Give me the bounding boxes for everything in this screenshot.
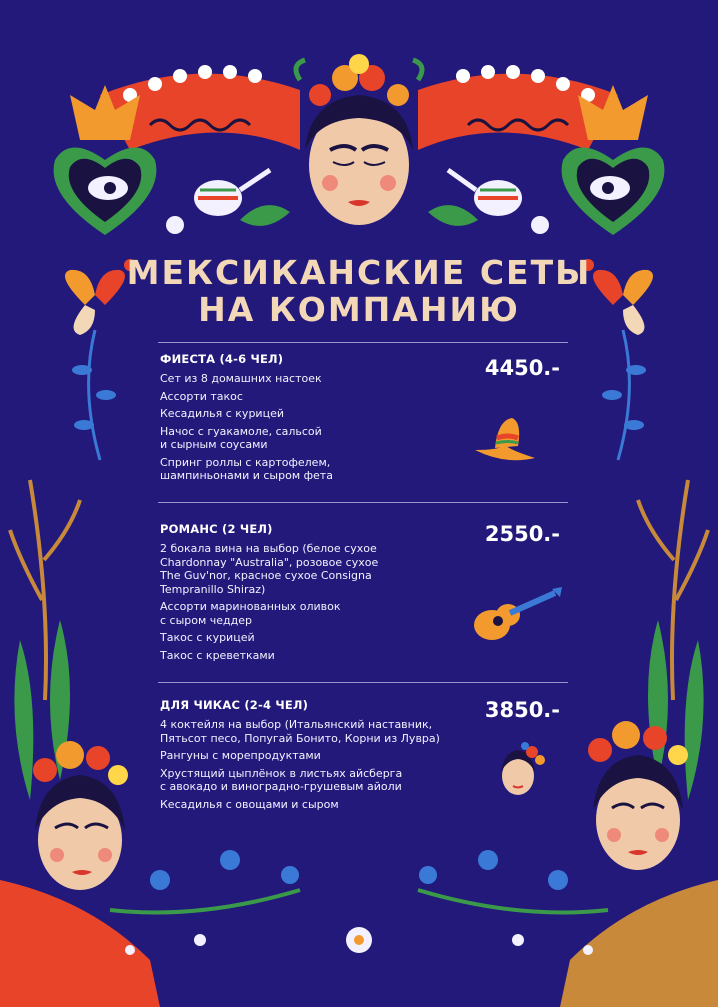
list-item: 2 бокала вина на выбор (белое сухое Chardonnay "Australia", розовое сухое The Guv'nor, красное сухое Consigna Tempranillo Shiraz) bbox=[160, 542, 379, 596]
list-item: Кесадилья с овощами и сыром bbox=[160, 797, 339, 811]
list-item: Кесадилья с курицей bbox=[160, 407, 284, 420]
list-item: Такос с креветками bbox=[160, 648, 275, 662]
list-item: Сет из 8 домашних настоек bbox=[160, 372, 322, 385]
section-price: 4450.- bbox=[484, 356, 560, 380]
section-heading: ДЛЯ ЧИКАС (2-4 ЧЕЛ) bbox=[160, 698, 309, 712]
list-item: Ассорти такос bbox=[160, 389, 243, 403]
list-item: Такос с курицей bbox=[160, 631, 255, 644]
section-divider bbox=[158, 342, 568, 343]
section-heading: РОМАНС (2 ЧЕЛ) bbox=[160, 522, 273, 536]
list-item: Спринг роллы с картофелем, шампиньонами и сыром фета bbox=[160, 455, 333, 482]
guitar-icon bbox=[470, 585, 565, 645]
frida-face-icon bbox=[0, 741, 160, 1007]
list-item: 4 коктейля на выбор (Итальянский наставник, Пятьсот песо, Попугай Бонито, Корни из Лувра) bbox=[160, 718, 440, 745]
section-price: 3850.- bbox=[484, 698, 560, 722]
section-divider bbox=[158, 502, 568, 503]
frida-face-icon bbox=[492, 738, 552, 800]
menu-title-line-2: НА КОМПАНИЮ bbox=[198, 290, 520, 329]
list-item: Начос с гуакамоле, сальсой и сырным соусами bbox=[160, 424, 322, 451]
list-item: Рангуны с морепродуктами bbox=[160, 749, 321, 762]
sombrero-icon bbox=[470, 410, 540, 470]
frida-face-icon bbox=[296, 54, 422, 225]
section-heading: ФИЕСТА (4-6 ЧЕЛ) bbox=[160, 352, 284, 366]
section-price: 2550.- bbox=[484, 522, 560, 546]
menu-title-line-1: МЕКСИКАНСКИЕ СЕТЫ bbox=[126, 253, 592, 292]
list-item: Ассорти маринованных оливок с сыром чеддер bbox=[160, 600, 341, 627]
list-item: Хрустящий цыплёнок в листьях айсберга с авокадо и виноградно-грушевым айоли bbox=[160, 766, 403, 793]
section-divider bbox=[158, 682, 568, 683]
